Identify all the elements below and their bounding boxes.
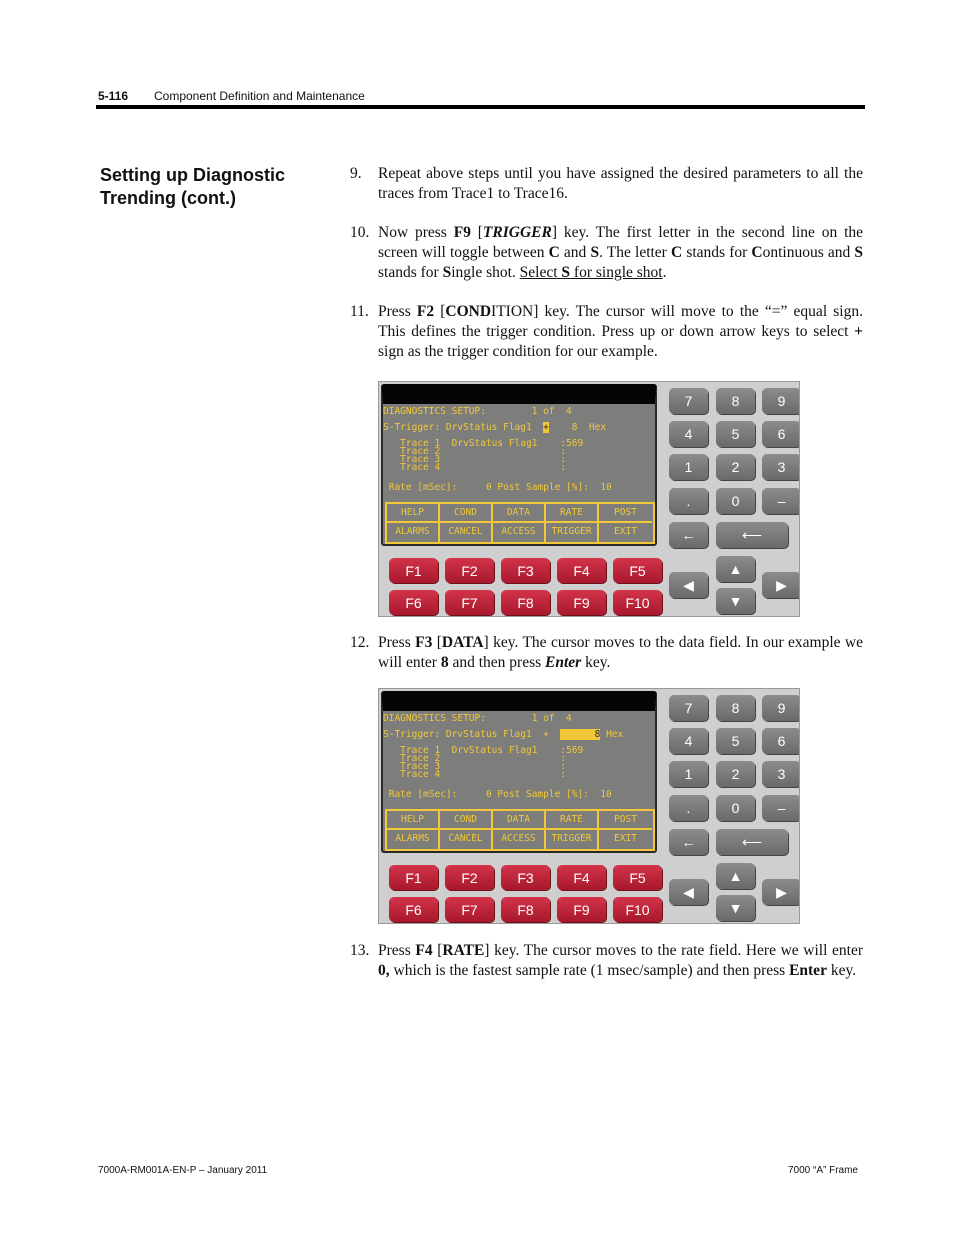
num-7-key: 7 — [669, 695, 708, 721]
arrow-up-icon: ▲ — [716, 863, 755, 889]
step-text: Now press F9 [TRIGGER] key. The first letter in the second line on the screen will toggle between C and S. The letter C stands for Continuous and S stands for Single shot. Select S for single shot. — [378, 224, 864, 281]
num-6-key: 6 — [762, 728, 800, 754]
step-text: Repeat above steps until you have assigned the desired parameters to all the traces from Trace1 to Trace16. — [378, 165, 863, 202]
step-number: 12. — [350, 634, 370, 651]
f4-key: F4 — [557, 865, 606, 890]
step-text: Press F3 [DATA] key. The cursor moves to the data field. In our example we will enter 8 and then press Enter key. — [378, 634, 863, 671]
f9-key: F9 — [557, 590, 606, 615]
num-4-key: 4 — [669, 728, 708, 754]
step-text: Press F4 [RATE] key. The cursor moves to the rate field. Here we will enter 0, which is the fastest sample rate (1 msec/sample) and then press Enter key. — [378, 942, 863, 979]
footer-right: 7000 “A” Frame — [787, 1165, 858, 1176]
minus-key: – — [762, 795, 800, 821]
enter-arrow-icon: ⟵ — [716, 522, 788, 548]
minus-key: – — [762, 488, 800, 514]
cursor-highlight: + — [543, 422, 549, 433]
f10-key: F10 — [613, 897, 662, 922]
num-0-key: 0 — [716, 795, 755, 821]
f6-key: F6 — [389, 897, 438, 922]
step-11 — [350, 302, 863, 362]
running-header — [98, 89, 365, 103]
num-2-key: 2 — [716, 761, 755, 787]
f8-key: F8 — [501, 590, 550, 615]
operator-panel-image — [378, 688, 800, 924]
num-3-key: 3 — [762, 454, 800, 480]
f5-key: F5 — [613, 558, 662, 583]
num-0-key: 0 — [716, 488, 755, 514]
num-7-key: 7 — [669, 388, 708, 414]
num-5-key: 5 — [716, 728, 755, 754]
footer-left: 7000A-RM001A-EN-P – January 2011 — [98, 1165, 268, 1176]
f7-key: F7 — [445, 590, 494, 615]
f8-key: F8 — [501, 897, 550, 922]
num-8-key: 8 — [716, 695, 755, 721]
step-9 — [350, 164, 863, 204]
arrow-left-icon: ◀ — [669, 879, 708, 905]
f5-key: F5 — [613, 865, 662, 890]
f3-key: F3 — [501, 865, 550, 890]
step-number: 10. — [350, 224, 370, 241]
num-9-key: 9 — [762, 695, 800, 721]
f1-key: F1 — [389, 865, 438, 890]
lcd-display: DIAGNOSTICS SETUP: 1 of 4 S-Trigger: DrvStatus Flag1 + 8 Hex Trace 1 DrvStatus Flag1 :569 Trace 2 : Trace 3 : Trace 4 : Rate [mSec]: 0 Post Sample [%]: 10 HELP COND DATA RATE POST ALARMS CANCEL ACCESS TRIGGER EXIT — [381, 384, 657, 546]
decimal-key: . — [669, 795, 708, 821]
f6-key: F6 — [389, 590, 438, 615]
num-5-key: 5 — [716, 421, 755, 447]
step-number: 11. — [350, 303, 369, 320]
section-title: Component Definition and Maintenance — [154, 89, 365, 103]
arrow-down-icon: ▼ — [716, 588, 755, 614]
f1-key: F1 — [389, 558, 438, 583]
num-6-key: 6 — [762, 421, 800, 447]
step-number: 9. — [350, 165, 362, 182]
arrow-right-icon: ▶ — [762, 879, 800, 905]
num-1-key: 1 — [669, 454, 708, 480]
f9-key: F9 — [557, 897, 606, 922]
num-9-key: 9 — [762, 388, 800, 414]
num-3-key: 3 — [762, 761, 800, 787]
enter-arrow-icon: ⟵ — [716, 829, 788, 855]
side-heading: Setting up Diagnostic Trending (cont.) — [100, 165, 286, 208]
page-number: 5-116 — [98, 89, 129, 103]
operator-panel-image — [378, 381, 800, 617]
num-4-key: 4 — [669, 421, 708, 447]
decimal-key: . — [669, 488, 708, 514]
step-13 — [350, 941, 863, 981]
step-10 — [350, 223, 863, 283]
softkey-grid: HELP COND DATA RATE POST ALARMS CANCEL ACCESS TRIGGER EXIT — [385, 502, 655, 544]
step-number: 13. — [350, 942, 370, 959]
arrow-left-icon: ◀ — [669, 572, 708, 598]
lcd-display: DIAGNOSTICS SETUP: 1 of 4 S-Trigger: DrvStatus Flag1 + 8 Hex Trace 1 DrvStatus Flag1 :569 Trace 2 : Trace 3 : Trace 4 : Rate [mSec]: 0 Post Sample [%]: 10 HELP COND DATA RATE POST ALARMS CANCEL ACCESS TRIGGER EXIT — [381, 691, 657, 853]
step-text: Press F2 [CONDITION] key. The cursor will move to the “=” equal sign. This defines the trigger condition. Press up or down arrow keys to select + sign as the trigger condition for our example. — [378, 303, 863, 360]
step-12 — [350, 633, 863, 673]
f7-key: F7 — [445, 897, 494, 922]
f4-key: F4 — [557, 558, 606, 583]
softkey-grid: HELP COND DATA RATE POST ALARMS CANCEL ACCESS TRIGGER EXIT — [385, 809, 655, 851]
back-arrow-icon: ← — [669, 829, 708, 855]
cursor-highlight: 8 — [560, 729, 601, 740]
arrow-right-icon: ▶ — [762, 572, 800, 598]
f2-key: F2 — [445, 865, 494, 890]
f2-key: F2 — [445, 558, 494, 583]
header-rule — [96, 105, 865, 109]
arrow-down-icon: ▼ — [716, 895, 755, 921]
back-arrow-icon: ← — [669, 522, 708, 548]
num-1-key: 1 — [669, 761, 708, 787]
f3-key: F3 — [501, 558, 550, 583]
f10-key: F10 — [613, 590, 662, 615]
num-8-key: 8 — [716, 388, 755, 414]
arrow-up-icon: ▲ — [716, 556, 755, 582]
num-2-key: 2 — [716, 454, 755, 480]
